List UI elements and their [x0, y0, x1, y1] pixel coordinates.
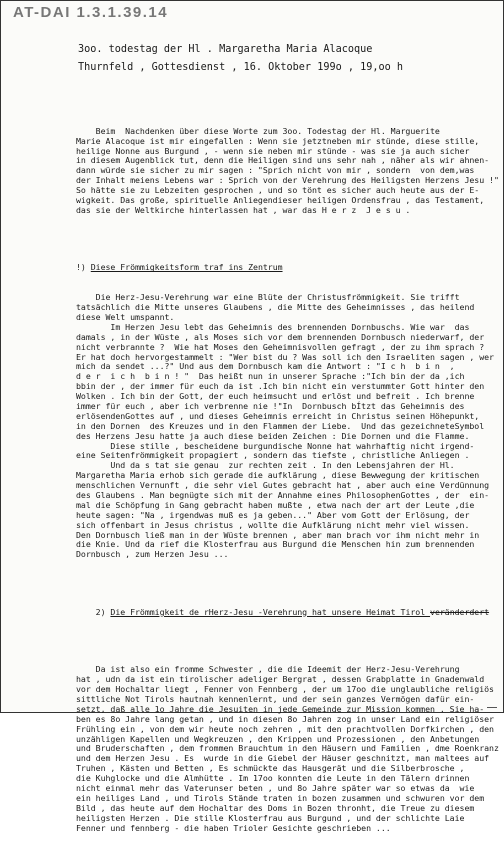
text-line: Er hat doch hervorgestammelt : "Wer bist du ? Was soll ich den Israeliten sagen , wer — [76, 351, 494, 362]
archive-stamp: AT-DAI 1.3.1.39.14 — [13, 4, 169, 21]
text-line: eine Seitenfrömmigkeit propagiert , sondern das tiefste , christliche Anliegen . — [76, 450, 470, 461]
text-line: ein heiliges Land , und Tirols Stände traten in bozen zusammen und schwuren vor dem — [76, 792, 485, 803]
text-line: ben es 8o Jahre lang getan , und in diesen 8o Jahren zog in unser Land ein religiöser — [76, 713, 494, 724]
spacer — [76, 580, 496, 588]
spacer — [76, 236, 496, 244]
text-line: dann würde sie sicher zu mir sagen : "Sprich nicht von mir , sondern von dem,was — [76, 165, 475, 176]
text-line: So hätte sie zu Lebzeiten gesprochen , und so tönt es sicher auch heute aus der E- — [76, 185, 480, 196]
text-line: das sie der Weltkirche hinterlassen hat , war das H e r z J e s u . — [76, 204, 411, 215]
text-line: Den Dornbusch ließ man in der Wüste brennen , aber man brach vor ihm nicht mehr in — [76, 529, 480, 540]
text-line: heilige Nonne aus Burgund , - wenn sie neben mir stünde - was sie ja auch sicher — [76, 145, 470, 156]
text-line: Margaretha Maria erhob sich gerade die aufklärung , diese Bewwegung der kritischen — [76, 470, 480, 481]
text-line: Truhen , Kästen und Betten , Es schmückte das Hausgerät und die Silberbrosche , — [76, 763, 465, 774]
text-line: unzähligen Kapellen und Wegkreuzen , den Krippen und Prozessionen , den Anbetungen — [76, 733, 480, 744]
text-line: Wolken . Ich bin der Gott, der euch heimsucht und erlöst und befreit . Ich brenne — [76, 391, 475, 402]
document-body — [76, 107, 499, 853]
text-line: in diesem Augenblick tut, denn die Heiligen sind uns sehr nah , näher als wir ahnen- — [76, 155, 490, 166]
header-title: 3oo. todestag der Hl . Margaretha Maria Alacoque — [78, 44, 373, 55]
text-line: Da ist also ein fromme Schwester , die die Ideemit der Herz-Jesu-Verehrung — [76, 664, 460, 675]
text-line: Dornbusch , zum Herzen Jesu ... — [76, 549, 229, 560]
text-line: nicht verbrannte ? Wie hat Moses den Geheimnisvollen gefragt , der zu ihm sprach ? — [76, 341, 485, 352]
text-line: mal die Schöpfung in Gang gebracht haben mußte , etwa nach der art der Leute ,die — [76, 499, 475, 510]
text-line: des Herzens Jesu hatte ja auch diese beiden Zeichen : Die Dornen und die Flamme. — [76, 430, 470, 441]
text-line: Die Herz-Jesu-Verehrung war eine Blüte der Christusfrömmigkeit. Sie trifft — [76, 292, 460, 303]
section-1-title: Diese Frömmigkeitsform traf ins Zentrum — [90, 262, 283, 273]
text-line: heute sagen: "Na , irgendwas muß es ja geben..." Aber vom Gott der Erlösung, der — [76, 509, 470, 520]
text-line: Und da s tat sie genau zur rechten zeit . In den Lebensjahren der Hl. — [76, 460, 455, 471]
section-1-text — [76, 293, 496, 560]
header-event: Thurnfeld , Gottesdienst , 16. Oktober 199o , 19,oo h — [78, 62, 404, 73]
section-2-heading: 2) Die Frömmigkeit de rHerz-Jesu -Verehrung hat unsere Heimat Tirol veränderdert — [76, 606, 490, 617]
text-line: immer für euch , aber ich verbrenne nie !"In Dornbusch bÍtzt das Geheimnis des — [76, 400, 465, 411]
text-line: Marie Alacoque ist mir eingefallen : Wenn sie jetztneben mir stünde, diese stille, — [76, 135, 480, 146]
text-line: Diese stille , bescheidene burgundische Nonne hat wahrhaftig nicht irgend- — [76, 440, 475, 451]
text-line: tatsächlich die Mitte unseres Glaubens , die Mitte des Geheimnisses , das heilend — [76, 302, 475, 313]
text-line: des Glaubens . Man begnügte sich mit der Annahme eines PhilosophenGottes , der ein- — [76, 489, 490, 500]
text-line: diese Welt umspannt. — [76, 311, 175, 322]
section-2-text — [76, 664, 499, 833]
text-line: und dem Herzen Jesu . Es wurde in die Giebel der Häuser geschnitzt, man maltees auf — [76, 753, 490, 764]
text-line: die Kuhglocke und die Almhütte . Im 17oo konnten die Leute in den Tälern drinnen — [76, 773, 470, 784]
text-line: Fenner und fennberg - die haben Trioler Gesichte geschrieben ... — [76, 822, 391, 833]
text-line: Beim Nachdenken über diese Worte zum 3oo. Todestag der Hl. Marguerite — [76, 125, 440, 136]
section-2-title: Die Frömmigkeit de rHerz-Jesu -Verehrung hat unsere Heimat Tirol — [110, 606, 431, 617]
text-line: d e r i c h b i n ! " Das heißt nun in unserer Sprache :"Ich bin der da ,ich — [76, 371, 465, 382]
text-line: heiligsten Herzen . Die stille Klosterfrau aus Burgund , und der schlichte Laie — [76, 812, 465, 823]
section-2-struck-word: veränderdert — [430, 606, 490, 617]
intro-paragraph — [76, 125, 499, 216]
page-corner-mark — [487, 699, 497, 708]
text-line: hat , udn da ist ein tirolischer adeliger Bergrat , dessen Grabplatte in Gnadenwald — [76, 674, 485, 685]
text-line: Frühling ein , von dem wir heute noch zehren , mit den prachtvollen Dorfkirchen , den — [76, 723, 494, 734]
text-line: sittliche Not Tirols hautnah kennenlernt, und der sein ganzes Vermögen dafür ein- — [76, 694, 475, 705]
text-line: setzt, daß alle 1o Jahre die Jesuiten in jede Gemeinde zur Mission kommen . Sie ha- — [76, 703, 485, 714]
text-line: damals , in der Wüste , als Moses sich vor dem brennenden Dornbusch niederwarf, der — [76, 331, 485, 342]
text-line: menschlichen Vernunft , die sehr viel Gutes gebracht hat , aber auch eine Verdünnung — [76, 480, 490, 491]
text-line: vor dem Hochaltar liegt , Fenner von Fennberg , der um 17oo die unglaubliche religiös — [76, 684, 494, 695]
text-line: und Bruderschaften , dem frommen Brauchtum in den Häusern und Familien , dme Roenkranz — [76, 743, 499, 754]
text-line: Bild , das heute auf dem Hochaltar des Doms in Bozen thronht, die Treue zu diesem — [76, 802, 475, 813]
text-line: in den Dornen des Kreuzes und in den Flammen der Liebe. Und das gezeichneteSymbol — [76, 420, 485, 431]
text-line: die Knie. Und da rief die Klosterfrau aus Burgund die Menschen hin zum brennenden — [76, 539, 475, 550]
text-line: nicht einmal mehr das Vaterunser beten , und 8o Jahre später war so etwas da wie — [76, 783, 475, 794]
text-line: der Inhalt meiens Lebens war : Sprich von der Verehrung des Heiligsten Herzens Jesu !" — [76, 175, 499, 186]
text-line: wigkeit. Das große, spirituelle Anliegendieser heiligen Ordensfrau , das Testament, — [76, 195, 485, 206]
text-line: bbin der , der immer für euch da ist .Ich bin nicht ein verstummter Gott hinter den — [76, 381, 485, 392]
text-line: erlösendenGottes auf , und dieses Geheimnis erreicht in Christus seinen Höhepunkt, — [76, 410, 480, 421]
text-line: Im Herzen Jesu lebt das Geheimnis des brennenden Dornbuschs. Wie war das — [76, 321, 470, 332]
text-line: sich offenbart in Jesus christus , wollte die Aufklärung nicht mehr viel wissen. — [76, 519, 470, 530]
section-1-heading: !) Diese Frömmigkeitsform traf ins Zentrum — [76, 262, 283, 273]
text-line: mich da sendet ...?" Und aus dem Dornbusch kam die Antwort : "I c h b i n , — [76, 361, 455, 372]
spacer — [76, 638, 496, 646]
